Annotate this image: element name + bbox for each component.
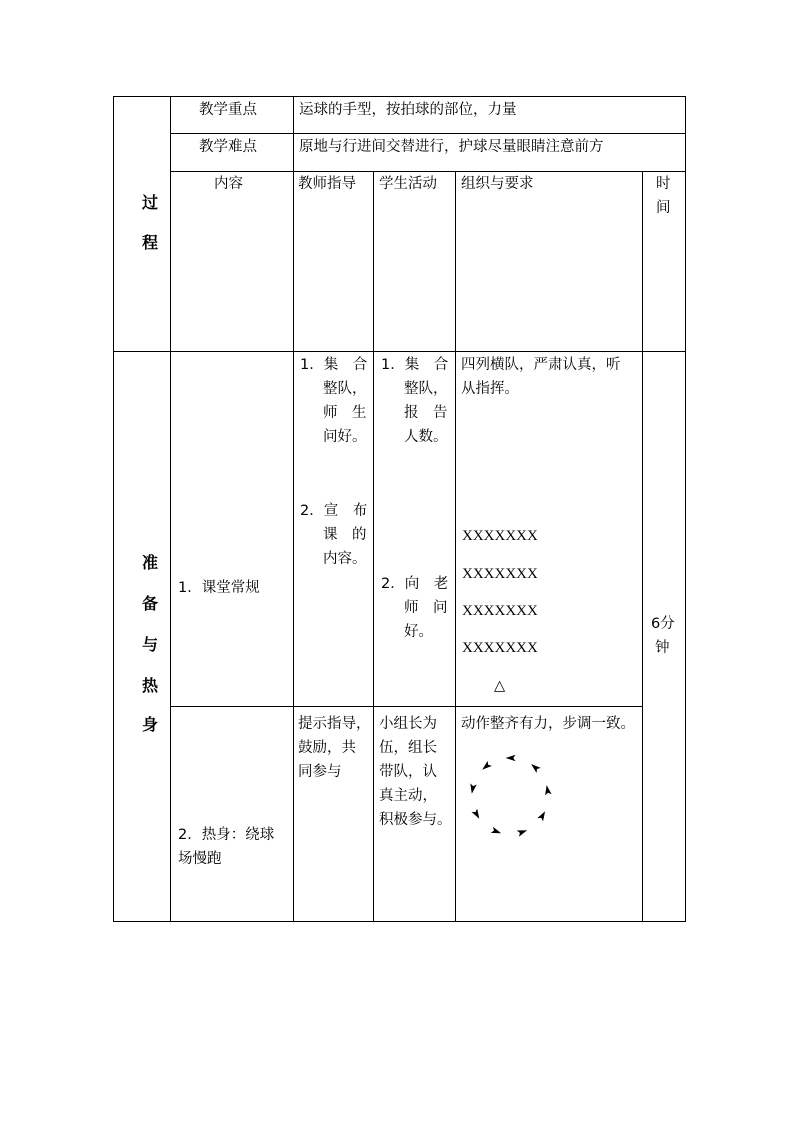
section-label-char: 身 [142,715,159,734]
arrow-icon [491,827,503,837]
section-label-char: 程 [142,233,159,252]
teacher-text: 内容。 [323,551,367,567]
student-text: 好。 [404,624,433,640]
student-text: 报 告 [404,405,448,421]
arrow-icon [537,810,548,822]
teacher-text: 课 的 [323,527,367,543]
arrow-icon [517,827,529,837]
formation-row: XXXXXXX [462,566,538,582]
formation-row: XXXXXXX [462,603,538,619]
time-text: 6分 [651,616,675,632]
content-item: 2．热身：绕球 [178,827,275,843]
key-point-label: 教学重点 [199,102,257,118]
formation-row: XXXXXXX [462,640,538,656]
student-text: 1．集 合 [381,357,449,373]
student-text: 伍，组长 [379,740,437,756]
arrow-icon [471,809,482,821]
col-header-time: 间 [656,200,671,216]
key-point-text: 运球的手型，按拍球的部位，力量 [299,102,517,118]
teacher-text: 2．宣 布 [300,503,368,519]
arrow-icon [543,784,551,795]
col-header-student: 学生活动 [379,176,437,192]
student-text: 真主动， [379,788,437,804]
student-text: 2．向 老 [381,576,449,592]
section-label-char: 过 [142,193,159,212]
arrow-icon [506,755,516,762]
content-item: 1．课堂常规 [178,580,260,596]
teacher-position-triangle-icon: △ [494,678,506,694]
col-header-content: 内容 [214,176,243,192]
student-text: 人数。 [404,429,448,445]
teacher-text: 整队， [323,381,367,397]
teacher-text: 1．集 合 [300,357,368,373]
arrow-icon [480,761,492,772]
student-text: 师 问 [404,600,448,616]
student-text: 带队，认 [379,764,437,780]
org-text: 四列横队，严肃认真，听 [461,357,621,373]
section-label-char: 备 [142,594,159,613]
teacher-text: 师 生 [323,405,367,421]
section-label-char: 热 [142,676,159,695]
formation-row: XXXXXXX [462,528,538,544]
time-text: 钟 [655,640,670,656]
col-header-teacher: 教师指导 [298,176,356,192]
student-text: 积极参与。 [379,812,452,828]
arrow-icon [469,783,477,794]
col-header-org: 组织与要求 [461,176,534,192]
section-label-char: 准 [142,553,159,572]
col-header-time: 时 [656,176,671,192]
teacher-text: 鼓励，共 [298,740,356,756]
content-item: 场慢跑 [178,851,222,867]
student-text: 小组长为 [379,716,437,732]
difficulty-label: 教学难点 [199,139,257,155]
teacher-text: 问好。 [323,429,367,445]
teacher-text: 提示指导， [298,716,371,732]
arrow-icon [529,762,541,773]
student-text: 整队， [404,381,448,397]
org-text: 动作整齐有力，步调一致。 [461,716,635,732]
difficulty-text: 原地与行进间交替进行，护球尽量眼睛注意前方 [299,139,604,155]
org-text: 从指挥。 [461,381,519,397]
teacher-text: 同参与 [298,764,342,780]
section-label-char: 与 [142,635,159,654]
